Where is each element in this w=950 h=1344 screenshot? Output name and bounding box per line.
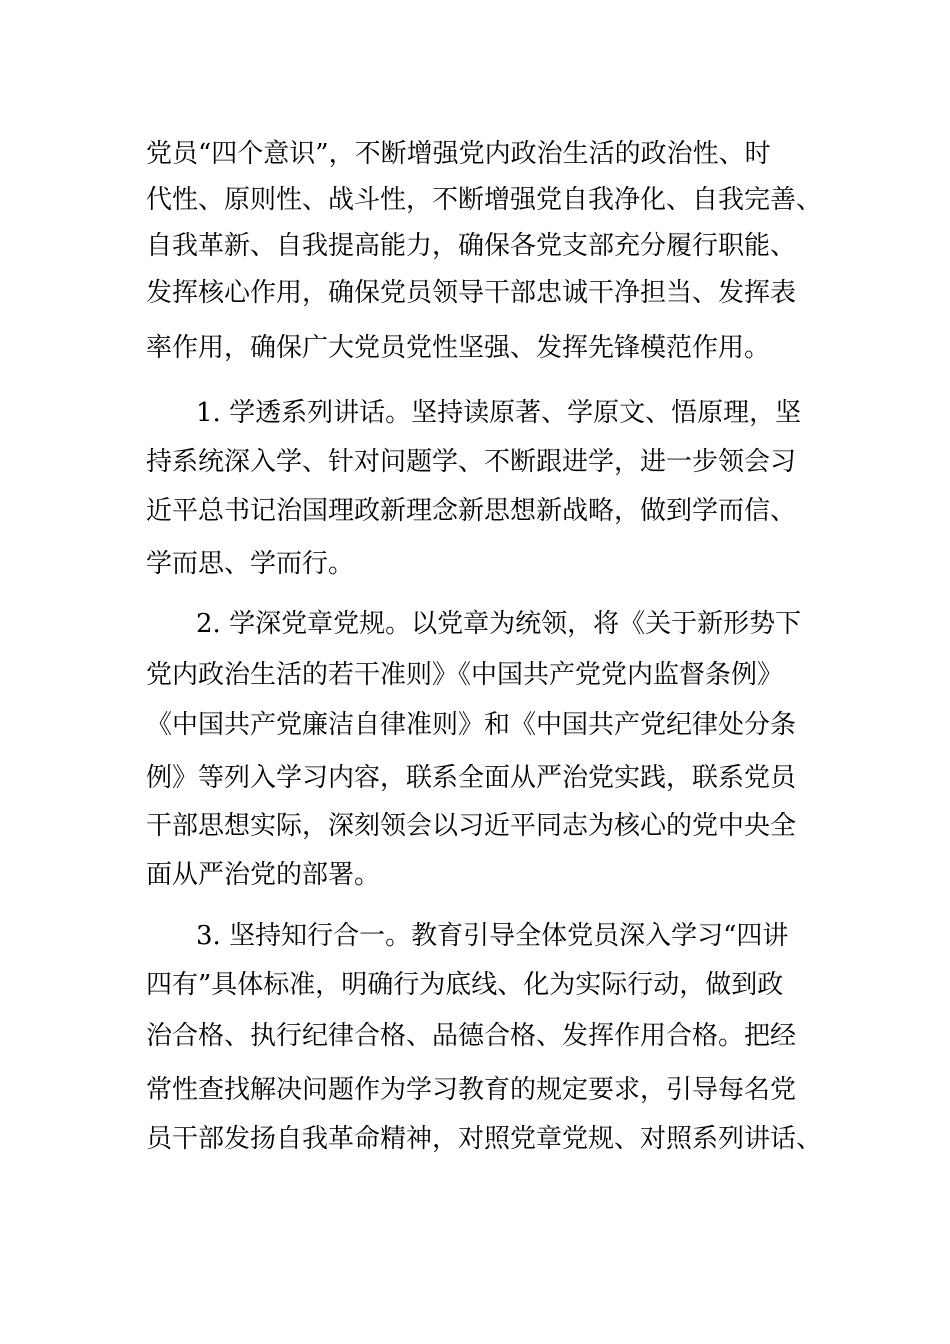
- text-line-5: 率作用，确保广大党员党性坚强、发挥先锋模范作用。: [146, 333, 771, 363]
- text-line-1: 党员“四个意识”，不断增强党内政治生活的政治性、时: [146, 139, 771, 169]
- text-line-18: 治合格、执行纪律合格、品德合格、发挥作用合格。把经: [146, 1021, 797, 1051]
- text-line-19: 常性查找解决问题作为学习教育的规定要求，引导每名党: [146, 1075, 797, 1105]
- text-line-9: 学而思、学而行。: [146, 549, 355, 579]
- text-line-10: 2. 学深党章党规。以党章为统领，将《关于新形势下: [196, 609, 802, 639]
- text-line-17: 四有”具体标准，明确行为底线、化为实际行动，做到政: [146, 970, 784, 1000]
- text-line-6: 1. 学透系列讲话。坚持读原著、学原文、悟原理，坚: [196, 398, 802, 428]
- text-line-12: 《中国共产党廉洁自律准则》和《中国共产党纪律处分条: [146, 710, 797, 740]
- text-line-8: 近平总书记治国理政新理念新思想新战略，做到学而信、: [146, 496, 797, 526]
- text-line-15: 面从严治党的部署。: [146, 860, 381, 890]
- text-line-3: 自我革新、自我提高能力，确保各党支部充分履行职能、: [146, 231, 797, 261]
- text-line-13: 例》等列入学习内容，联系全面从严治党实践，联系党员: [146, 763, 797, 793]
- text-line-2: 代性、原则性、战斗性，不断增强党自我净化、自我完善、: [146, 185, 823, 215]
- text-line-14: 干部思想实际，深刻领会以习近平同志为核心的党中央全: [146, 811, 797, 841]
- text-line-11: 党内政治生活的若干准则》《中国共产党党内监督条例》: [146, 660, 784, 690]
- text-line-4: 发挥核心作用，确保党员领导干部忠诚干净担当、发挥表: [146, 278, 797, 308]
- text-line-16: 3. 坚持知行合一。教育引导全体党员深入学习“四讲: [196, 921, 789, 951]
- text-line-7: 持系统深入学、针对问题学、不断跟进学，进一步领会习: [146, 447, 797, 477]
- text-line-20: 员干部发扬自我革命精神，对照党章党规、对照系列讲话、: [146, 1124, 823, 1154]
